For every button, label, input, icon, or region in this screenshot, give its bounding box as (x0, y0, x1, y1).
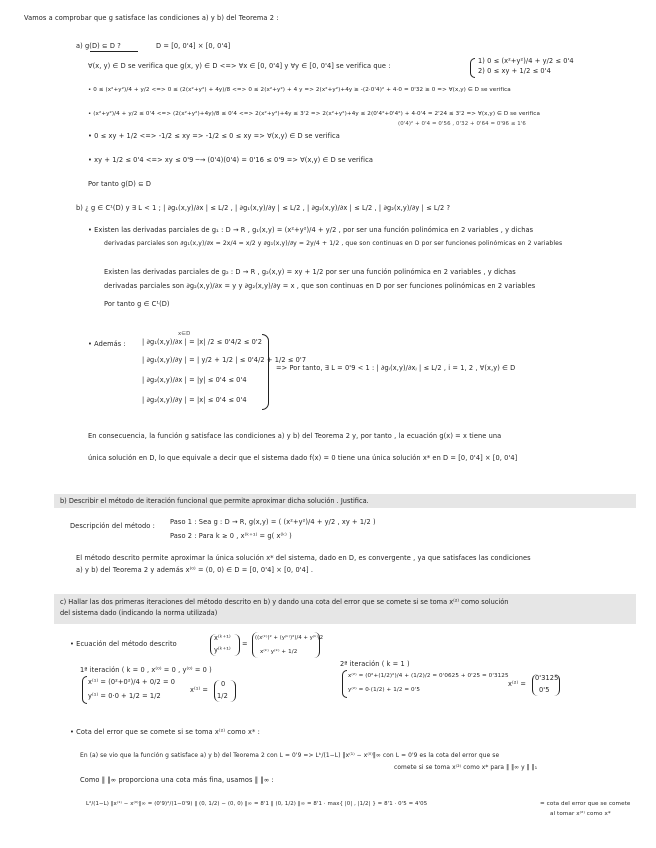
bound-4: | ∂g₂(x,y)/∂y | = |x| ≤ 0'4 ≤ 0'4 (142, 396, 247, 404)
iteration-1-brace (82, 676, 87, 704)
condition-1: 1) 0 ≤ (x²+y²)/4 + y/2 ≤ 0'4 (478, 57, 574, 65)
check-1: • 0 ≤ (x²+y²)/4 + y/2 <=> 0 ≤ (2(x²+y²) + 4y)/8 <=> 0 ≤ 2(x²+y²) + 4 y => 2(x²+y²)+4y ≥ -(2·0'4)² + 4·0 = 0'32 ≥ 0 => ∀(x,y) ∈ D se verifica (88, 87, 511, 93)
partials-g2-line2: derivadas parciales son ∂g₂(x,y)/∂x = y y ∂g₂(x,y)/∂y = x , que son continuas en D por ser funciones polinómicas en 2 variables (104, 282, 536, 290)
rhs-y: x⁽ᵏ⁾ y⁽ᵏ⁾ + 1/2 (260, 649, 298, 655)
partials-g1-line1: • Existen las derivadas parciales de g₁ : D → R , g₁(x,y) = (x²+y²)/4 + y/2 , por ser una función polinómica en 2 variables , y dichas (88, 226, 534, 234)
conclusion-a: Por tanto g(D) ⊆ D (88, 180, 152, 188)
check-2-side-note: (0'4)² + 0'4 = 0'56 , 0'32 + 0'64 = 0'96 ≤ 1'6 (398, 121, 526, 127)
method-justification-2: a) y b) del Teorema 2 y además x⁽⁰⁾ = (0, 0) ∈ D = [0, 0'4] × [0, 0'4] . (76, 566, 314, 574)
lhs-x: x⁽ᵏ⁺¹⁾ (214, 634, 231, 642)
error-bound-result-1: = cota del error que se comete (540, 801, 631, 807)
question-underline (90, 51, 138, 52)
part-c-banner-text-2: del sistema dado (indicando la norma utilizada) (60, 609, 218, 617)
method-step-1: Paso 1 : Sea g : D → R, g(x,y) = ( (x²+y²)/4 + y/2 , xy + 1/2 ) (170, 518, 376, 526)
error-bound-result-2: al tomar x⁽²⁾ como x* (550, 811, 611, 817)
error-bound-line1: En (a) se vio que la función g satisface a) y b) del Teorema 2 con L = 0'9 => Lᵏ/(1−L) ‖x⁽¹⁾ − x⁽⁰⁾‖∞ con L = 0'9 es la cota del error que se (80, 753, 500, 759)
part-b-question: b) ¿ g ∈ C¹(D) y ∃ L < 1 ; | ∂g₁(x,y)/∂x | ≤ L/2 , | ∂g₁(x,y)/∂y | ≤ L/2 , | ∂g₂(x,y)/∂x | ≤ L/2 , | ∂g₂(x,y)/∂y | ≤ L/2 ? (76, 204, 451, 212)
error-bound-computation: L²/(1−L) ‖x⁽¹⁾ − x⁽⁰⁾‖∞ = (0'9)²/(1−0'9) ‖ (0, 1/2) − (0, 0) ‖∞ = 8'1 ‖ (0, 1/2) ‖∞ = 8'1 · max{ |0| , |1/2| } = 8'1 · 0'5 = 4'05 (86, 801, 428, 807)
condition-2: 2) 0 ≤ xy + 1/2 ≤ 0'4 (478, 67, 551, 75)
error-bound-line2: comete si se toma x⁽²⁾ como x* para ‖ ‖∞ y ‖ ‖₁ (394, 765, 538, 771)
condition-statement: ∀(x, y) ∈ D se verifica que g(x, y) ∈ D <=> ∀x ∈ [0, 0'4] y ∀y ∈ [0, 0'4] se verifica que : (88, 62, 391, 70)
bound-2: | ∂g₁(x,y)/∂y | = | y/2 + 1/2 | ≤ 0'4/2 + 1/2 ≤ 0'7 (142, 356, 307, 364)
method-equation-label: • Ecuación del método descrito (70, 640, 177, 648)
iteration-2-vector-label: x⁽²⁾ = (508, 680, 527, 688)
part-c-banner (54, 594, 636, 624)
iteration-1-header: 1ª iteración ( k = 0 , x⁽⁰⁾ = 0 , y⁽⁰⁾ = 0 ) (80, 666, 212, 674)
error-bound-label: • Cota del error que se comete si se toma x⁽²⁾ como x* : (70, 728, 260, 736)
iteration-1-vector-x: 0 (221, 680, 226, 688)
iteration-2-header: 2ª iteración ( k = 1 ) (340, 660, 410, 668)
equals-sign: = (242, 640, 248, 648)
domain-definition: D = [0, 0'4] × [0, 0'4] (156, 42, 231, 50)
iteration-2-vector-x: 0'3125 (535, 674, 559, 682)
ademas-label: • Además : (88, 340, 126, 348)
conditions-brace (470, 58, 475, 78)
intro-line: Vamos a comprobar que g satisface las condiciones a) y b) del Teorema 2 : (24, 14, 279, 22)
part-b-banner (54, 494, 636, 508)
rhs-x: ((x⁽ᵏ⁾)² + (y⁽ᵏ⁾)²)/4 + y⁽ᵏ⁾/2 (255, 635, 324, 641)
bound-3: | ∂g₂(x,y)/∂x | = |y| ≤ 0'4 ≤ 0'4 (142, 376, 247, 384)
conclusion-c1: Por tanto g ∈ C¹(D) (104, 300, 170, 308)
error-bound-norm-choice: Como ‖ ‖∞ proporciona una cota más fina, usamos ‖ ‖∞ : (80, 776, 274, 784)
partials-g2-line1: Existen las derivadas parciales de g₂ : D → R , g₂(x,y) = xy + 1/2 por ser una función polinómica en 2 variables , y dichas (104, 268, 516, 276)
method-justification-1: El método descrito permite aproximar la única solución x* del sistema, dado en D, es convergente , ya que satisfaces las condiciones (76, 554, 531, 562)
bounds-conclusion: => Por tanto, ∃ L = 0'9 < 1 : | ∂gᵢ(x,y)/∂xⱼ | ≤ L/2 , i = 1, 2 , ∀(x,y) ∈ D (276, 364, 516, 372)
method-step-2: Paso 2 : Para k ≥ 0 , x⁽ᵏ⁺¹⁾ = g( x⁽ᵏ⁾ ) (170, 532, 292, 540)
part-b-banner-text: b) Describir el método de iteración funcional que permite aproximar dicha solución . Justifica. (60, 497, 369, 505)
check-2: • (x²+y²)/4 + y/2 ≤ 0'4 <=> (2(x²+y²)+4y)/8 ≤ 0'4 <=> 2(x²+y²)+4y ≤ 3'2 => 2(x²+y²)+4y ≤ 2(0'4²+0'4²) + 4·0'4 = 2'24 ≤ 3'2 => ∀(x,y) ∈ D se verifica (88, 111, 541, 117)
iteration-2-x: x⁽²⁾ = (0²+(1/2)²)/4 + (1/2)/2 = 0'0625 + 0'25 = 0'3125 (348, 673, 509, 679)
check-3: • 0 ≤ xy + 1/2 <=> -1/2 ≤ xy => -1/2 ≤ 0 ≤ xy => ∀(x,y) ∈ D se verifica (88, 132, 340, 140)
part-a-question: a) g(D) ⊆ D ? (76, 42, 121, 50)
bound-1: | ∂g₁(x,y)/∂x | = |x| /2 ≤ 0'4/2 ≤ 0'2 (142, 338, 263, 346)
bounds-brace (262, 334, 269, 410)
iteration-1-vector-y: 1/2 (217, 692, 228, 700)
consequence-line1: En consecuencia, la función g satisface las condiciones a) y b) del Teorema 2 y, por tanto , la ecuación g(x) = x tiene una (88, 432, 502, 440)
iteration-2-vector-y: 0'5 (539, 686, 550, 694)
check-4: • xy + 1/2 ≤ 0'4 <=> xy ≤ 0'9 ─→ (0'4)(0'4) = 0'16 ≤ 0'9 => ∀(x,y) ∈ D se verifica (88, 156, 373, 164)
iteration-1-vector-label: x⁽¹⁾ = (190, 686, 209, 694)
iteration-1-x: x⁽¹⁾ = (0²+0²)/4 + 0/2 = 0 (88, 678, 176, 686)
consequence-line2: única solución en D, lo que equivale a decir que el sistema dado f(x) = 0 tiene una única solución x* en D = [0, 0'4] × [0, 0'4] (88, 454, 518, 462)
method-description-label: Descripción del método : (70, 522, 155, 530)
part-c-banner-text-1: c) Hallar las dos primeras iteraciones del método descrito en b) y dando una cota del error que se comete si se toma x⁽²⁾ como solución (60, 598, 509, 606)
iteration-1-y: y⁽¹⁾ = 0·0 + 1/2 = 1/2 (88, 692, 161, 700)
lhs-y: y⁽ᵏ⁺¹⁾ (214, 646, 231, 654)
bound-note: x∈D (178, 331, 191, 337)
iteration-2-brace (342, 670, 347, 698)
partials-g1-line2: derivadas parciales son ∂g₁(x,y)/∂x = 2x/4 = x/2 y ∂g₁(x,y)/∂y = 2y/4 + 1/2 , que son continuas en D por ser funciones polinómicas en 2 variables (104, 240, 563, 247)
iteration-2-y: y⁽²⁾ = 0·(1/2) + 1/2 = 0'5 (348, 687, 420, 693)
